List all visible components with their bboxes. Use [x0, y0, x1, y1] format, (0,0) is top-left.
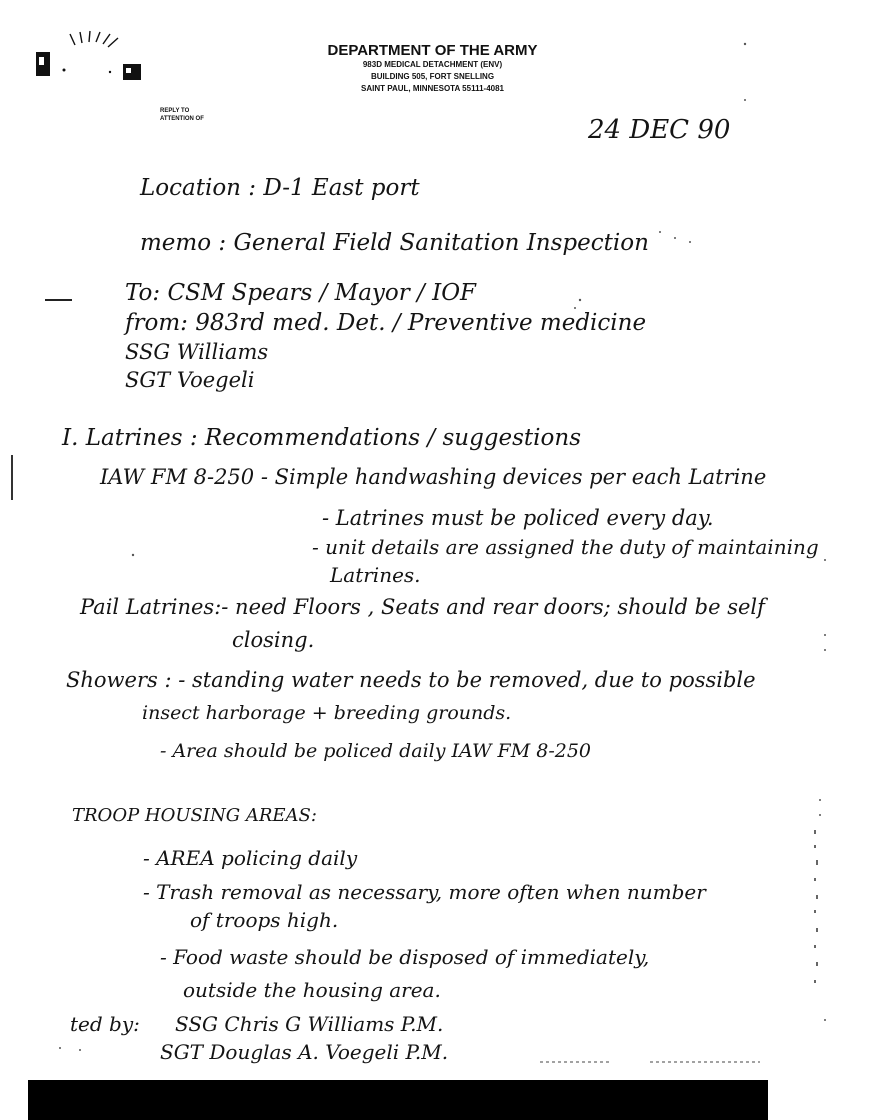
- pail-latrines-line-1: Pail Latrines:- need Floors , Seats and rear doors; should be self: [80, 595, 765, 619]
- from-line: from: 983rd med. Det. / Preventive medicine: [125, 310, 647, 336]
- signature-line-2: SGT Douglas A. Voegeli P.M.: [160, 1040, 449, 1064]
- troop-line-2: - Trash removal as necessary, more often when number: [143, 880, 706, 904]
- attention-of-label: ATTENTION OF: [160, 116, 204, 122]
- reply-to-label: REPLY TO: [160, 108, 190, 114]
- letterhead-department: DEPARTMENT OF THE ARMY: [327, 42, 538, 59]
- latrines-line-3: - unit details are assigned the duty of maintaining: [312, 535, 819, 559]
- section-latrines-heading: I. Latrines : Recommendations / suggestions: [62, 425, 581, 451]
- letterhead-unit: 983D MEDICAL DETACHMENT (ENV): [362, 60, 503, 69]
- letterhead-city: SAINT PAUL, MINNESOTA 55111-4081: [360, 84, 504, 93]
- showers-line-2: insect harborage + breeding grounds.: [142, 702, 512, 724]
- memo-subject: memo : General Field Sanitation Inspection: [140, 230, 649, 256]
- latrines-line-2: - Latrines must be policed every day.: [322, 506, 714, 530]
- troop-line-5: outside the housing area.: [183, 978, 441, 1002]
- pail-latrines-line-2: closing.: [232, 628, 315, 652]
- army-seal-logo: [30, 30, 160, 90]
- memo-date: 24 DEC 90: [588, 115, 731, 145]
- location-line: Location : D-1 East port: [140, 175, 420, 201]
- showers-line-1: Showers : - standing water needs to be removed, due to possible: [66, 668, 756, 692]
- author-2: SGT Voegeli: [125, 368, 255, 392]
- author-1: SSG Williams: [125, 340, 269, 364]
- latrines-line-1: IAW FM 8-250 - Simple handwashing devices per each Latrine: [100, 465, 767, 489]
- troop-line-1: - AREA policing daily: [143, 846, 358, 870]
- signature-prefix: ted by:: [70, 1012, 140, 1036]
- troop-line-4: - Food waste should be disposed of immediately,: [160, 945, 650, 969]
- troop-line-3: of troops high.: [190, 908, 339, 932]
- latrines-line-4: Latrines.: [330, 563, 421, 587]
- scan-edge-bar: [28, 1080, 768, 1120]
- signature-line-1: SSG Chris G Williams P.M.: [175, 1012, 444, 1036]
- showers-line-3: - Area should be policed daily IAW FM 8-250: [160, 740, 591, 762]
- to-line: To: CSM Spears / Mayor / IOF: [125, 280, 477, 306]
- letterhead-building: BUILDING 505, FORT SNELLING: [370, 72, 495, 81]
- troop-housing-heading: TROOP HOUSING AREAS:: [72, 805, 317, 826]
